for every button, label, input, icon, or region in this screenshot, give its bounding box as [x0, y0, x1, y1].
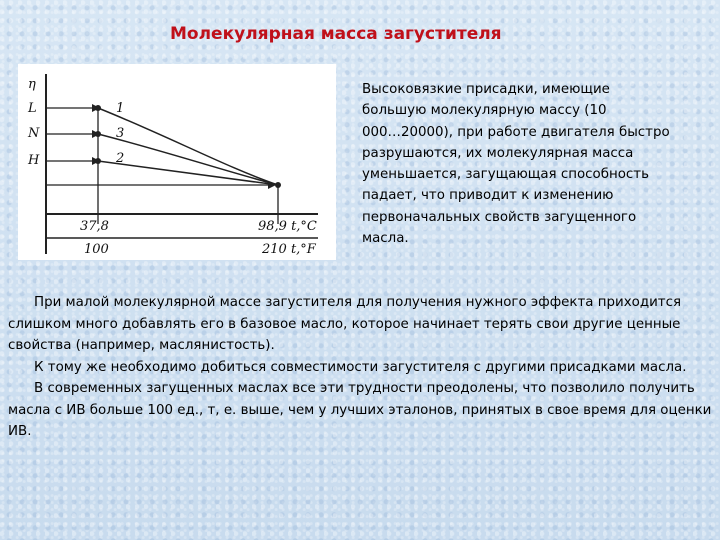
tick-98-9: 98,9 t,°C	[258, 219, 317, 234]
y-axis-label: η	[28, 77, 36, 92]
level-label-l: L	[28, 101, 37, 116]
diagram-svg	[18, 64, 336, 260]
body-paragraph-2: К тому же необходимо добиться совместимости загустителя с другими присадками масла.	[34, 359, 687, 375]
tick-100: 100	[84, 242, 109, 257]
point-l	[95, 105, 101, 111]
curve-label-2: 2	[116, 151, 125, 166]
point-h	[95, 158, 101, 164]
point-end	[275, 182, 281, 188]
point-n	[95, 131, 101, 137]
viscosity-diagram	[18, 64, 336, 260]
body-paragraph-3: В современных загущенных маслах все эти трудности преодолены, что позволило получить масла с ИВ больше 100 ед., т, е. выше, чем у лучших эталонов, принятых в свое время для оценки ИВ.	[8, 381, 712, 439]
side-paragraph: Высоковязкие присадки, имеющие большую молекулярную массу (10 000…20000), при работе двигателя быстро разрушаются, их молекулярная масса уменьшается, загущающая способность падает, что приводит к изменению первоначальных свойств загущенного масла.	[362, 82, 670, 247]
curve-3	[98, 134, 278, 185]
tick-37-8: 37,8	[80, 219, 109, 234]
curve-label-3: 3	[116, 126, 125, 141]
body-text	[8, 292, 714, 443]
level-label-n: N	[28, 126, 40, 141]
slide-title: Молекулярная масса загустителя	[170, 24, 502, 44]
tick-210: 210 t,°F	[262, 242, 316, 257]
curve-2	[98, 161, 278, 185]
body-paragraph-1: При малой молекулярной массе загустителя для получения нужного эффекта приходится слишком много добавлять его в базовое масло, которое начинает терять свои другие ценные свойства (например, маслянистость).	[8, 295, 682, 353]
curve-label-1: 1	[116, 101, 125, 116]
level-label-h: H	[28, 153, 40, 168]
